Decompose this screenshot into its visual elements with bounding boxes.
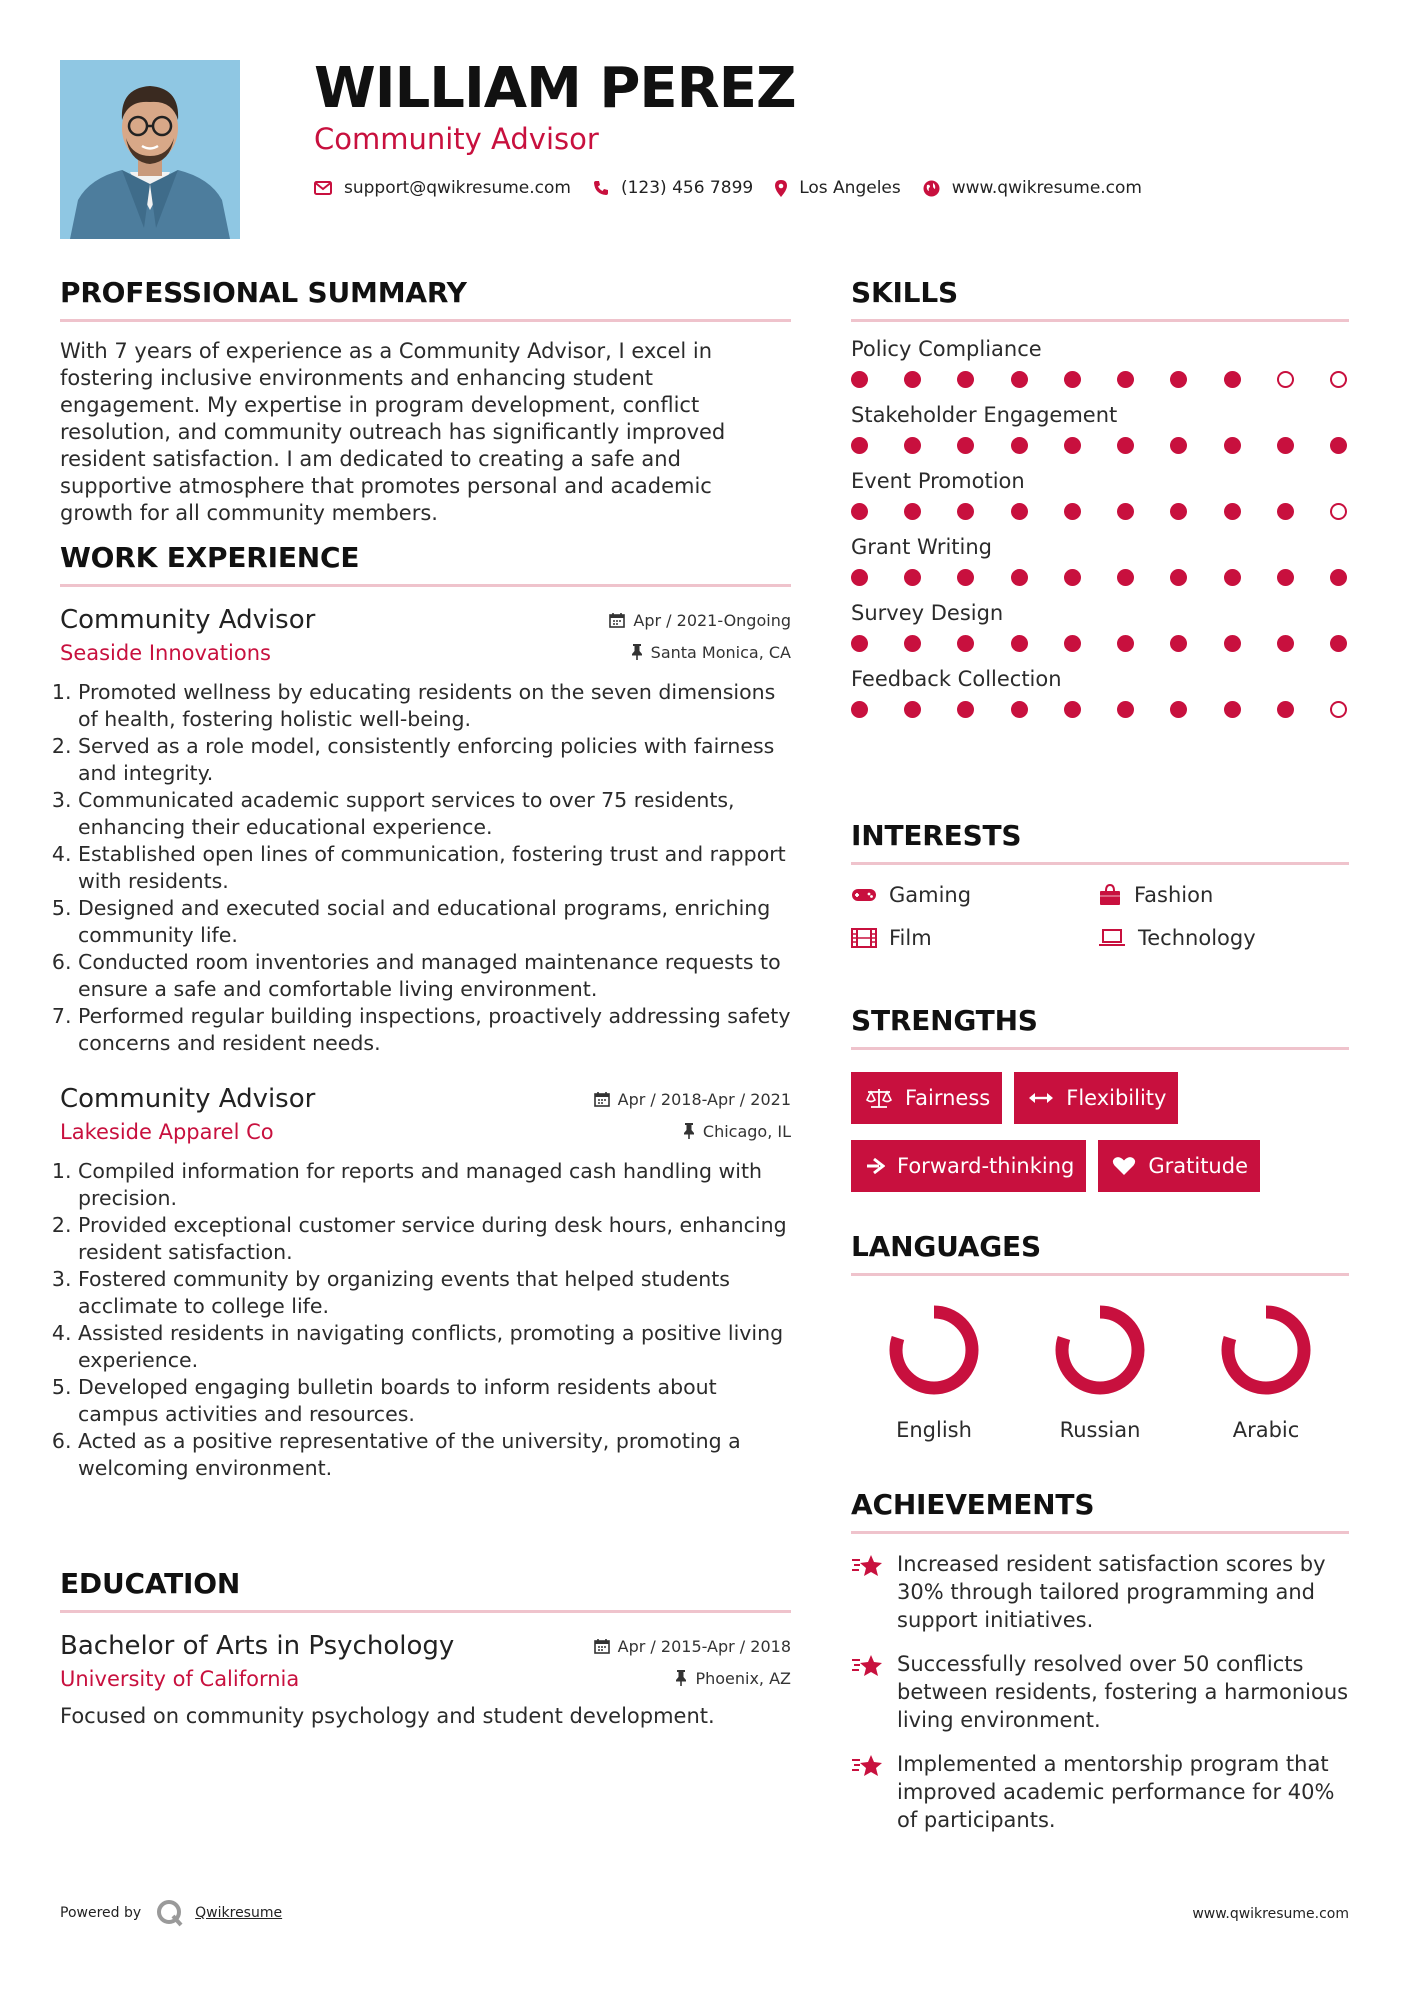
rating-dot-filled xyxy=(1277,437,1294,454)
list-item: 5. Developed engaging bulletin boards to inform residents about campus activities and resources. xyxy=(78,1374,791,1428)
rating-dot-filled xyxy=(1277,635,1294,652)
section-divider xyxy=(851,319,1349,322)
rating-dot-filled xyxy=(1011,569,1028,586)
gamepad-icon xyxy=(851,887,877,903)
list-item: 2. Provided exceptional customer service during desk hours, enhancing resident satisfaction. xyxy=(78,1212,791,1266)
summary-section xyxy=(60,276,791,527)
skill-item xyxy=(851,535,1349,586)
strength-badge: Forward-thinking xyxy=(851,1140,1086,1192)
rating-dot-filled xyxy=(1117,635,1134,652)
skill-name: Event Promotion xyxy=(851,469,1025,493)
contact-phone[interactable] xyxy=(593,178,753,198)
rating-dot-filled xyxy=(1064,569,1081,586)
education-heading: EDUCATION xyxy=(60,1567,241,1600)
calendar-icon xyxy=(594,1638,610,1654)
skill-item xyxy=(851,601,1349,652)
list-item: 6. Conducted room inventories and managed maintenance requests to ensure a safe and comfortable living environment. xyxy=(78,949,791,1003)
map-pin-icon xyxy=(775,180,787,197)
education-description: Focused on community psychology and student development. xyxy=(60,1704,715,1728)
skill-rating xyxy=(851,437,1349,454)
website-text: www.qwikresume.com xyxy=(951,178,1142,198)
rating-dot-filled xyxy=(957,569,974,586)
contact-website[interactable] xyxy=(923,178,1142,198)
rating-dot-filled xyxy=(1170,437,1187,454)
strength-badge: Flexibility xyxy=(1014,1072,1178,1124)
heart-icon xyxy=(1112,1156,1136,1176)
languages-heading: LANGUAGES xyxy=(851,1230,1041,1263)
rating-dot-filled xyxy=(851,437,868,454)
experience-heading: WORK EXPERIENCE xyxy=(60,541,360,574)
rating-dot-filled xyxy=(1330,635,1347,652)
language-level-ring xyxy=(884,1300,984,1400)
strengths-section xyxy=(851,1004,1349,1198)
shopping-bag-icon xyxy=(1098,884,1122,906)
rating-dot-filled xyxy=(1330,569,1347,586)
interest-item: Technology xyxy=(1098,926,1345,950)
list-item: 2. Served as a role model, consistently enforcing policies with fairness and integrity. xyxy=(78,733,791,787)
language-level-arc xyxy=(896,1312,972,1388)
contact-location xyxy=(775,178,901,198)
interest-item: Gaming xyxy=(851,883,1098,907)
rating-dot-filled xyxy=(1277,701,1294,718)
rating-dot-filled xyxy=(1170,371,1187,388)
rating-dot-filled xyxy=(1224,635,1241,652)
phone-icon xyxy=(593,180,609,196)
location-text: Los Angeles xyxy=(799,178,901,198)
list-item: 1. Promoted wellness by educating residents on the seven dimensions of health, fostering holistic well-being. xyxy=(78,679,791,733)
experience-section xyxy=(60,541,791,1482)
rating-dot-filled xyxy=(1277,569,1294,586)
skill-name: Stakeholder Engagement xyxy=(851,403,1118,427)
section-divider xyxy=(60,584,791,587)
rating-dot-filled xyxy=(1011,371,1028,388)
rating-dot-filled xyxy=(1117,371,1134,388)
rating-dot-filled xyxy=(904,503,921,520)
phone-text: (123) 456 7899 xyxy=(620,178,754,198)
rating-dot-filled xyxy=(1117,569,1134,586)
rating-dot-filled xyxy=(1117,701,1134,718)
qwikresume-link[interactable]: Qwikresume xyxy=(195,1905,283,1921)
skill-item xyxy=(851,337,1349,388)
skill-name: Grant Writing xyxy=(851,535,992,559)
skill-rating xyxy=(851,503,1349,520)
achievement-item: Increased resident satisfaction scores by 30% through tailored programming and support initiatives. xyxy=(851,1550,1349,1634)
rating-dot-filled xyxy=(957,701,974,718)
rating-dot-filled xyxy=(1170,503,1187,520)
interests-heading: INTERESTS xyxy=(851,819,1022,852)
rating-dot-filled xyxy=(957,503,974,520)
rating-dot-filled xyxy=(1224,371,1241,388)
achievements-section xyxy=(851,1488,1349,1834)
interests-section xyxy=(851,819,1349,950)
job-bullets xyxy=(60,1158,791,1482)
profile-photo xyxy=(60,60,240,239)
rating-dot-filled xyxy=(904,371,921,388)
rating-dot-filled xyxy=(1011,701,1028,718)
job-title: Community Advisor xyxy=(60,1084,316,1114)
list-item: 3. Fostered community by organizing events that helped students acclimate to college life. xyxy=(78,1266,791,1320)
section-divider xyxy=(851,1531,1349,1534)
calendar-icon xyxy=(609,612,625,628)
arrows-horizontal-icon xyxy=(1028,1091,1054,1105)
rating-dot-filled xyxy=(904,701,921,718)
skills-section xyxy=(851,276,1349,718)
rating-dot-filled xyxy=(1224,503,1241,520)
skill-item xyxy=(851,469,1349,520)
contact-email[interactable] xyxy=(314,178,571,198)
skill-rating xyxy=(851,371,1349,388)
rating-dot-filled xyxy=(851,569,868,586)
education-date: Apr / 2015-Apr / 2018 xyxy=(594,1637,791,1656)
rating-dot-filled xyxy=(1064,503,1081,520)
pushpin-icon xyxy=(683,1123,695,1139)
rating-dot-empty xyxy=(1330,503,1347,520)
rating-dot-filled xyxy=(851,701,868,718)
summary-heading: PROFESSIONAL SUMMARY xyxy=(60,276,467,309)
rating-dot-filled xyxy=(904,437,921,454)
rating-dot-empty xyxy=(1330,371,1347,388)
job-entry xyxy=(60,605,791,1057)
rating-dot-filled xyxy=(1117,437,1134,454)
company-name: Seaside Innovations xyxy=(60,641,271,665)
rating-dot-filled xyxy=(1064,701,1081,718)
rating-dot-filled xyxy=(1170,635,1187,652)
job-location: Chicago, IL xyxy=(683,1122,791,1141)
skill-rating xyxy=(851,701,1349,718)
language-item: Russian xyxy=(1017,1300,1183,1442)
degree-title: Bachelor of Arts in Psychology xyxy=(60,1631,455,1661)
list-item: 3. Communicated academic support services to over 75 residents, enhancing their educational experience. xyxy=(78,787,791,841)
rating-dot-filled xyxy=(1011,635,1028,652)
skill-rating xyxy=(851,635,1349,652)
globe-icon xyxy=(923,180,940,197)
section-divider xyxy=(851,1047,1349,1050)
company-name: Lakeside Apparel Co xyxy=(60,1120,274,1144)
list-item: 4. Established open lines of communication, fostering trust and rapport with residents. xyxy=(78,841,791,895)
education-section xyxy=(60,1567,791,1730)
rating-dot-empty xyxy=(1277,371,1294,388)
interest-item: Fashion xyxy=(1098,883,1345,907)
list-item: 4. Assisted residents in navigating conflicts, promoting a positive living experience. xyxy=(78,1320,791,1374)
rating-dot-filled xyxy=(1277,503,1294,520)
rating-dot-filled xyxy=(957,437,974,454)
email-text: support@qwikresume.com xyxy=(344,178,571,198)
skill-name: Feedback Collection xyxy=(851,667,1062,691)
rating-dot-filled xyxy=(1330,437,1347,454)
powered-by-label: Powered by xyxy=(60,1905,142,1921)
list-item: 5. Designed and executed social and educational programs, enriching community life. xyxy=(78,895,791,949)
calendar-icon xyxy=(594,1091,610,1107)
job-bullets xyxy=(60,679,791,1057)
rating-dot-filled xyxy=(1170,701,1187,718)
interest-item: Film xyxy=(851,926,1098,950)
rating-dot-filled xyxy=(1117,503,1134,520)
section-divider xyxy=(60,1610,791,1613)
pushpin-icon xyxy=(631,644,643,660)
qwikresume-logo-icon xyxy=(155,1898,185,1928)
shooting-star-icon xyxy=(851,1652,885,1680)
language-level-ring xyxy=(1216,1300,1316,1400)
rating-dot-filled xyxy=(851,371,868,388)
job-location: Santa Monica, CA xyxy=(631,643,791,662)
section-divider xyxy=(851,862,1349,865)
shooting-star-icon xyxy=(851,1552,885,1580)
rating-dot-filled xyxy=(1011,503,1028,520)
job-entry xyxy=(60,1084,791,1482)
envelope-icon xyxy=(314,181,332,195)
achievement-item: Implemented a mentorship program that improved academic performance for 40% of participants. xyxy=(851,1750,1349,1834)
rating-dot-filled xyxy=(1224,701,1241,718)
contact-bar xyxy=(314,178,1164,198)
language-item: English xyxy=(851,1300,1017,1442)
achievements-heading: ACHIEVEMENTS xyxy=(851,1488,1095,1521)
language-item: Arabic xyxy=(1183,1300,1349,1442)
candidate-name: WILLIAM PEREZ xyxy=(314,56,796,121)
language-level-arc xyxy=(1062,1312,1138,1388)
language-level-ring xyxy=(1050,1300,1150,1400)
pushpin-icon xyxy=(675,1670,687,1686)
rating-dot-filled xyxy=(851,503,868,520)
list-item: 6. Acted as a positive representative of the university, promoting a welcoming environment. xyxy=(78,1428,791,1482)
rating-dot-filled xyxy=(1224,437,1241,454)
rating-dot-filled xyxy=(1064,371,1081,388)
summary-text: With 7 years of experience as a Community Advisor, I excel in fostering inclusive environments and enhancing student engagement. My expertise in program development, conflict resolution, and community outreach has significantly improved resident satisfaction. I am dedicated to creating a safe and supportive atmosphere that promotes personal and academic growth for all community members. xyxy=(60,339,726,525)
section-divider xyxy=(60,319,791,322)
balance-scale-icon xyxy=(865,1087,893,1109)
rating-dot-filled xyxy=(904,635,921,652)
languages-section xyxy=(851,1230,1349,1442)
language-level-arc xyxy=(1228,1312,1304,1388)
school-name: University of California xyxy=(60,1667,300,1691)
footer-powered-by xyxy=(60,1898,282,1928)
rating-dot-filled xyxy=(1224,569,1241,586)
rating-dot-filled xyxy=(904,569,921,586)
section-divider xyxy=(851,1273,1349,1276)
job-date: Apr / 2018-Apr / 2021 xyxy=(594,1090,791,1109)
skill-item xyxy=(851,667,1349,718)
rating-dot-filled xyxy=(1011,437,1028,454)
list-item: 7. Performed regular building inspections, proactively addressing safety concerns and resident needs. xyxy=(78,1003,791,1057)
skill-name: Policy Compliance xyxy=(851,337,1042,361)
laptop-icon xyxy=(1098,929,1126,947)
arrow-right-icon xyxy=(865,1157,885,1175)
education-location: Phoenix, AZ xyxy=(675,1669,791,1688)
rating-dot-filled xyxy=(957,635,974,652)
achievement-item: Successfully resolved over 50 conflicts between residents, fostering a harmonious living environment. xyxy=(851,1650,1349,1734)
rating-dot-empty xyxy=(1330,701,1347,718)
film-icon xyxy=(851,928,877,948)
rating-dot-filled xyxy=(957,371,974,388)
strength-badge: Fairness xyxy=(851,1072,1002,1124)
rating-dot-filled xyxy=(1064,437,1081,454)
strengths-heading: STRENGTHS xyxy=(851,1004,1038,1037)
skill-item xyxy=(851,403,1349,454)
footer-website[interactable]: www.qwikresume.com xyxy=(1192,1906,1349,1922)
job-title: Community Advisor xyxy=(60,605,316,635)
rating-dot-filled xyxy=(1170,569,1187,586)
rating-dot-filled xyxy=(1064,635,1081,652)
list-item: 1. Compiled information for reports and managed cash handling with precision. xyxy=(78,1158,791,1212)
rating-dot-filled xyxy=(851,635,868,652)
shooting-star-icon xyxy=(851,1752,885,1780)
strength-badge: Gratitude xyxy=(1098,1140,1260,1192)
skill-rating xyxy=(851,569,1349,586)
candidate-title: Community Advisor xyxy=(314,122,599,156)
skills-heading: SKILLS xyxy=(851,276,958,309)
job-date: Apr / 2021-Ongoing xyxy=(609,611,791,630)
skill-name: Survey Design xyxy=(851,601,1004,625)
